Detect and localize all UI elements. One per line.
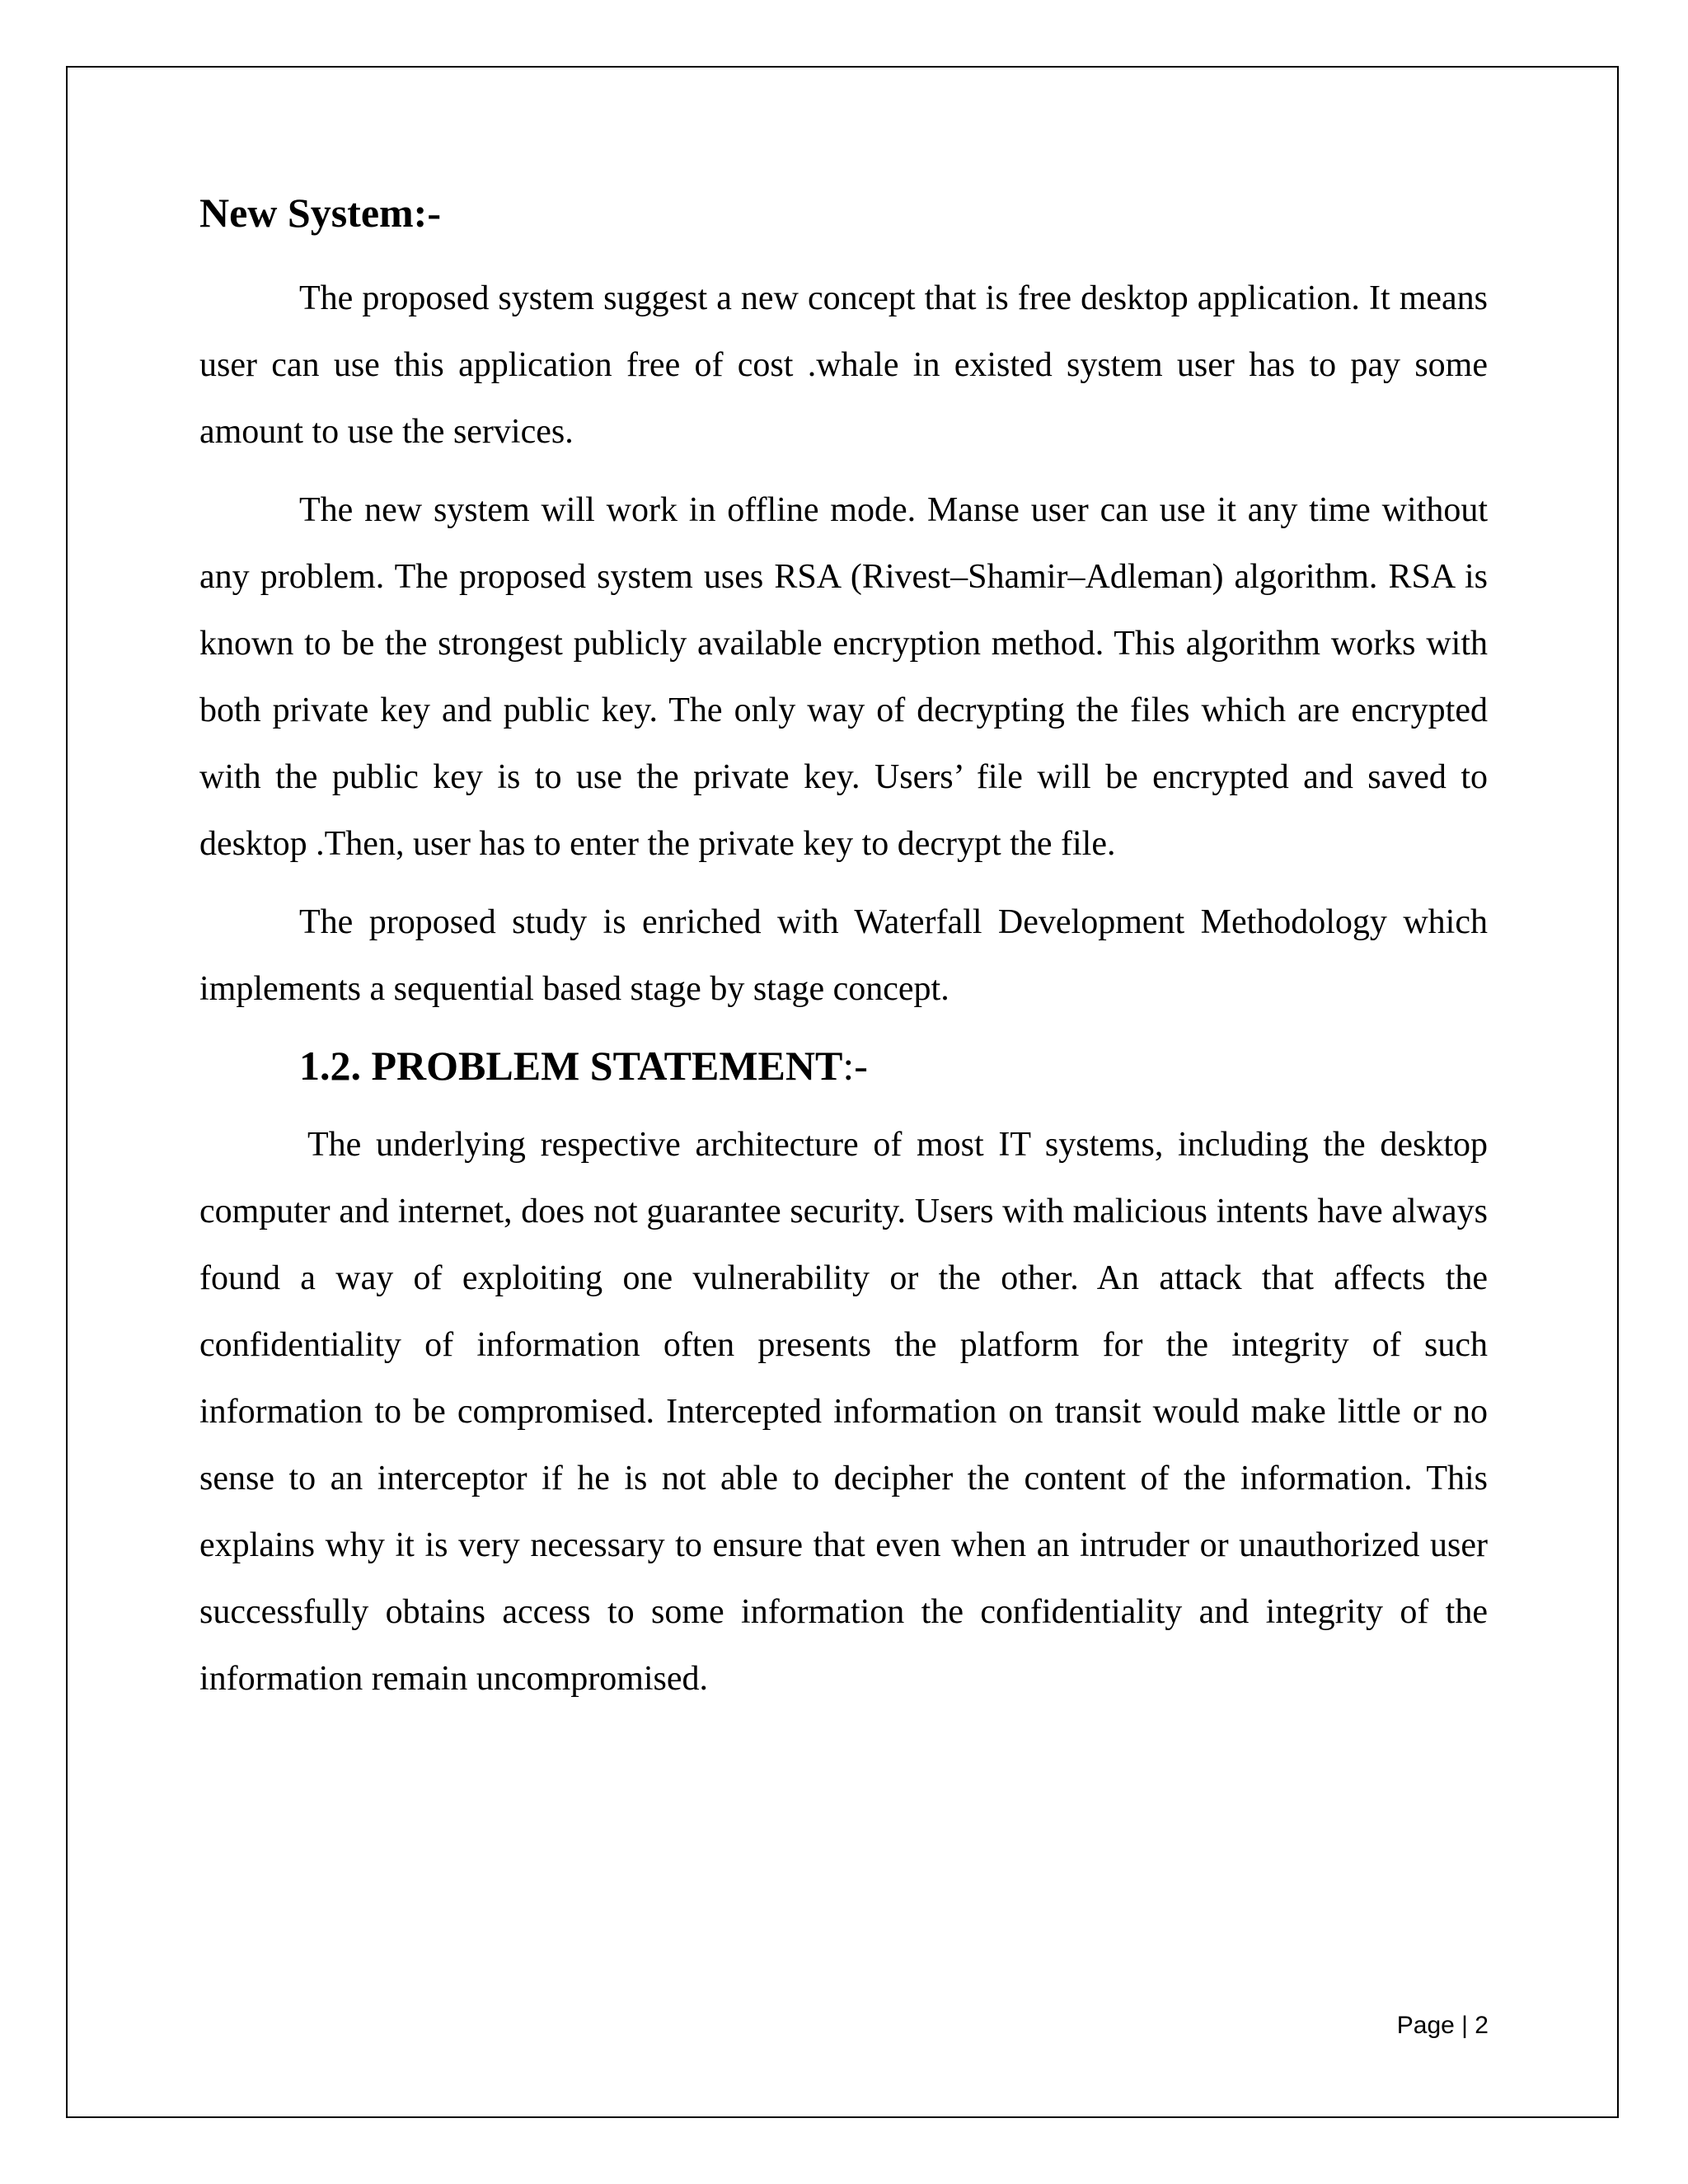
page-number: Page | 2 [1396, 2012, 1489, 2039]
section-heading: New System:- [199, 190, 441, 236]
paragraph-rsa: The new system will work in offline mode. Manse user can use it any time without any problem. The proposed system uses RSA (Rivest–Shamir–Adleman) algorithm. RSA is known to be the strongest publicly available encryption method. This algorithm works with both private key and public key. The only way of decrypting the files which are encrypted with the public key is to use the private key. Users’ file will be encrypted and saved to desktop .Then, user has to enter the private key to decrypt the file. [199, 491, 1488, 863]
paragraph-waterfall: The proposed study is enriched with Waterfall Development Methodology which implements a sequential based stage by stage concept. [199, 903, 1488, 1008]
paragraph-new-system-intro: The proposed system suggest a new concept that is free desktop application. It means user can use this application free of cost .whale in existed system user has to pay some amount to use the services. [199, 279, 1488, 451]
problem-statement-heading-suffix: :- [842, 1043, 868, 1089]
document-body [199, 188, 1488, 1724]
problem-statement-heading [299, 1041, 1488, 1090]
problem-statement-heading-text: 1.2. PROBLEM STATEMENT [299, 1043, 843, 1089]
paragraph-problem-statement: The underlying respective architecture of most IT systems, including the desktop computer and internet, does not guarantee security. Users with malicious intents have always found a way of exploiting one vulnerability or the other. An attack that affects the confidentiality of information often presents the platform for the integrity of such information to be compromised. Intercepted information on transit would make little or no sense to an interceptor if he is not able to decipher the content of the information. This explains why it is very necessary to ensure that even when an intruder or unauthorized user successfully obtains access to some information the confidentiality and integrity of the information remain uncompromised. [199, 1126, 1488, 1698]
